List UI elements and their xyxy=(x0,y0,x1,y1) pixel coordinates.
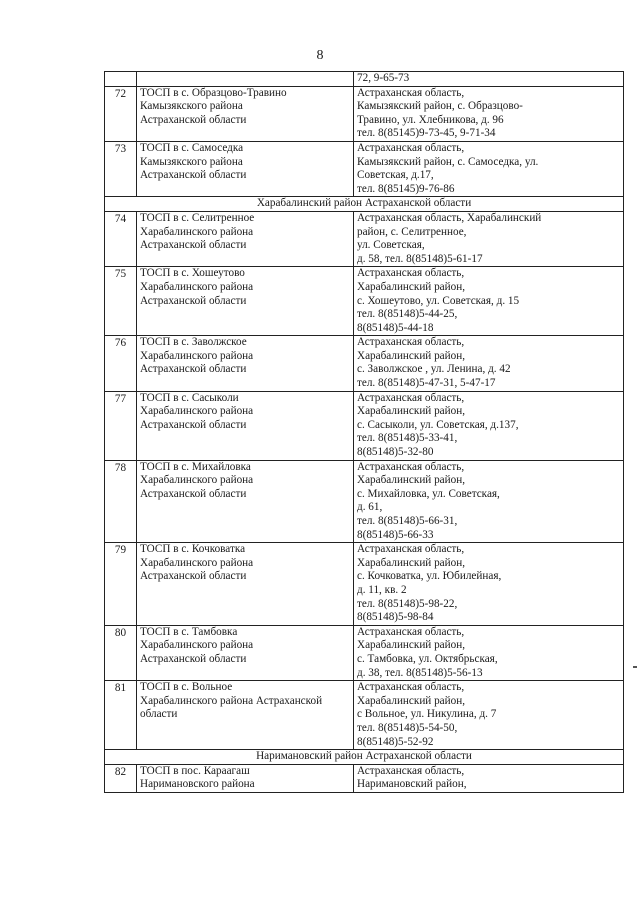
office-name-line: Астраханской области xyxy=(140,239,247,252)
row-number: 82 xyxy=(105,764,137,792)
address-line: с. Кочковатка, ул. Юбилейная, xyxy=(357,570,502,583)
office-name-line: Астраханской области xyxy=(140,294,247,307)
scan-mark xyxy=(633,666,637,668)
office-name-cell xyxy=(137,211,354,266)
address-line: Астраханская область, xyxy=(357,141,465,154)
address-line: Астраханская область, xyxy=(357,764,465,777)
office-name-line: ТОСП в с. Кочковатка xyxy=(140,543,246,556)
office-name-line: ТОСП в с. Селитренное xyxy=(140,211,255,224)
table-row xyxy=(105,681,624,750)
office-name-cell xyxy=(137,543,354,626)
office-name-cell xyxy=(137,625,354,680)
address-line: д. 11, кв. 2 xyxy=(357,583,407,596)
address-line: с Вольное, ул. Никулина, д. 7 xyxy=(357,708,497,721)
section-header-row xyxy=(105,750,624,765)
table-row xyxy=(105,267,624,336)
address-line: Советская, д.17, xyxy=(357,169,434,182)
offices-table xyxy=(104,71,624,793)
office-name-line: Харабалинского района xyxy=(140,349,254,362)
address-line: Камызякский район, с. Самоседка, ул. xyxy=(357,155,539,168)
office-name-line: Харабалинского района xyxy=(140,556,254,569)
office-name-line: Камызякского района xyxy=(140,155,243,168)
address-line: тел. 8(85148)5-33-41, xyxy=(357,432,458,445)
address-cell xyxy=(354,211,624,266)
office-name-cell xyxy=(137,681,354,750)
continuation-address-cell xyxy=(354,72,624,87)
office-name-line: Харабалинского района Астраханской xyxy=(140,694,323,707)
address-cell xyxy=(354,543,624,626)
office-name-line: Камызякского района xyxy=(140,100,243,113)
table-row xyxy=(105,460,624,543)
office-name-cell xyxy=(137,764,354,792)
address-line: Наримановский район, xyxy=(357,778,467,791)
address-line: Астраханская область, xyxy=(357,460,465,473)
office-name-line: ТОСП в с. Образцово-Травино xyxy=(140,86,287,99)
office-name-line: Астраханской области xyxy=(140,487,247,500)
table-row xyxy=(105,391,624,460)
office-name-line: области xyxy=(140,708,178,721)
office-name-line: Харабалинского района xyxy=(140,280,254,293)
office-name-line: ТОСП в с. Михайловка xyxy=(140,460,251,473)
address-cell xyxy=(354,391,624,460)
address-cell xyxy=(354,764,624,792)
address-cell xyxy=(354,141,624,196)
address-line: Астраханская область, xyxy=(357,336,465,349)
office-name-cell xyxy=(137,86,354,141)
row-number: 79 xyxy=(105,543,137,626)
row-number: 78 xyxy=(105,460,137,543)
office-name-line: Наримановского района xyxy=(140,778,255,791)
office-name-line: Астраханской области xyxy=(140,113,247,126)
table-row xyxy=(105,764,624,792)
address-line: тел. 8(85148)5-66-31, xyxy=(357,515,458,527)
office-name-cell xyxy=(137,460,354,543)
address-cell xyxy=(354,267,624,336)
address-line: с. Михайловка, ул. Советская, xyxy=(357,487,500,500)
address-line: с. Сасыколи, ул. Советская, д.137, xyxy=(357,418,519,431)
address-line: Астраханская область, Харабалинский xyxy=(357,211,542,224)
office-name-line: Харабалинского района xyxy=(140,474,254,487)
address-cell xyxy=(354,336,624,391)
office-name-cell xyxy=(137,391,354,460)
office-name-line: Астраханской области xyxy=(140,570,247,583)
address-line: Харабалинский район, xyxy=(357,639,466,652)
address-line: 8(85148)5-44-18 xyxy=(357,321,434,334)
table-row xyxy=(105,336,624,391)
address-line: д. 58, тел. 8(85148)5-61-17 xyxy=(357,252,483,265)
continuation-address-line: 72, 9-65-73 xyxy=(357,72,410,84)
address-line: тел. 8(85145)9-76-86 xyxy=(357,182,455,195)
page-number: 8 xyxy=(316,48,324,63)
address-line: д. 38, тел. 8(85148)5-56-13 xyxy=(357,666,483,679)
office-name-line: Харабалинского района xyxy=(140,405,254,418)
address-line: д. 61, xyxy=(357,501,383,514)
address-line: 8(85148)5-32-80 xyxy=(357,446,434,459)
address-line: 8(85148)5-98-84 xyxy=(357,611,434,624)
office-name-line: ТОСП в с. Сасыколи xyxy=(140,391,239,404)
address-line: 8(85148)5-52-92 xyxy=(357,735,434,748)
office-name-line: ТОСП в с. Хошеутово xyxy=(140,267,245,280)
office-name-line: ТОСП в с. Самоседка xyxy=(140,141,244,154)
row-number: 76 xyxy=(105,336,137,391)
address-line: Харабалинский район, xyxy=(357,280,466,293)
address-line: район, с. Селитренное, xyxy=(357,225,467,238)
office-name-line: Астраханской области xyxy=(140,169,247,182)
address-cell xyxy=(354,460,624,543)
office-name-line: Харабалинского района xyxy=(140,225,254,238)
address-line: ул. Советская, xyxy=(357,239,425,252)
office-name-cell xyxy=(137,267,354,336)
address-line: Астраханская область, xyxy=(357,625,465,638)
office-name-line: Астраханской области xyxy=(140,418,247,431)
address-line: тел. 8(85145)9-73-45, 9-71-34 xyxy=(357,127,496,140)
table-row xyxy=(105,141,624,196)
table-row xyxy=(105,211,624,266)
address-line: Травино, ул. Хлебникова, д. 96 xyxy=(357,113,504,126)
row-number: 81 xyxy=(105,681,137,750)
table-row xyxy=(105,543,624,626)
address-line: Камызякский район, с. Образцово- xyxy=(357,100,523,113)
address-cell xyxy=(354,86,624,141)
office-name-line: Астраханской области xyxy=(140,363,247,376)
address-line: Астраханская область, xyxy=(357,391,465,404)
address-line: тел. 8(85148)5-47-31, 5-47-17 xyxy=(357,377,496,390)
row-number: 72 xyxy=(105,86,137,141)
table-row xyxy=(105,625,624,680)
row-number: 74 xyxy=(105,211,137,266)
office-name-cell xyxy=(137,141,354,196)
address-line: Харабалинский район, xyxy=(357,405,466,418)
office-name-cell xyxy=(137,336,354,391)
section-title: Наримановский район Астраханской области xyxy=(105,750,624,765)
address-line: с. Заволжское , ул. Ленина, д. 42 xyxy=(357,363,511,376)
office-name-line: ТОСП в с. Тамбовка xyxy=(140,625,238,638)
row-number: 77 xyxy=(105,391,137,460)
address-line: Астраханская область, xyxy=(357,86,465,99)
table-row xyxy=(105,86,624,141)
office-name-line: ТОСП в с. Заволжское xyxy=(140,336,247,349)
office-name-line: ТОСП в пос. Караагаш xyxy=(140,764,250,777)
address-line: тел. 8(85148)5-54-50, xyxy=(357,721,458,734)
office-name-line: ТОСП в с. Вольное xyxy=(140,681,233,694)
row-number: 75 xyxy=(105,267,137,336)
address-line: с. Тамбовка, ул. Октябрьская, xyxy=(357,652,498,665)
row-number: 80 xyxy=(105,625,137,680)
office-name-line: Харабалинского района xyxy=(140,639,254,652)
section-header-row xyxy=(105,197,624,212)
address-line: 8(85148)5-66-33 xyxy=(357,528,434,541)
continuation-row xyxy=(105,72,624,87)
address-line: Астраханская область, xyxy=(357,267,465,280)
address-line: Харабалинский район, xyxy=(357,694,466,707)
address-line: тел. 8(85148)5-98-22, xyxy=(357,597,458,610)
address-line: Астраханская область, xyxy=(357,681,465,694)
address-cell xyxy=(354,681,624,750)
address-cell xyxy=(354,625,624,680)
section-title: Харабалинский район Астраханской области xyxy=(105,197,624,212)
address-line: тел. 8(85148)5-44-25, xyxy=(357,308,458,321)
row-number: 73 xyxy=(105,141,137,196)
address-line: Астраханская область, xyxy=(357,543,465,556)
address-line: Харабалинский район, xyxy=(357,556,466,569)
address-line: с. Хошеутово, ул. Советская, д. 15 xyxy=(357,294,520,307)
address-line: Харабалинский район, xyxy=(357,349,466,362)
office-name-line: Астраханской области xyxy=(140,652,247,665)
address-line: Харабалинский район, xyxy=(357,474,466,487)
